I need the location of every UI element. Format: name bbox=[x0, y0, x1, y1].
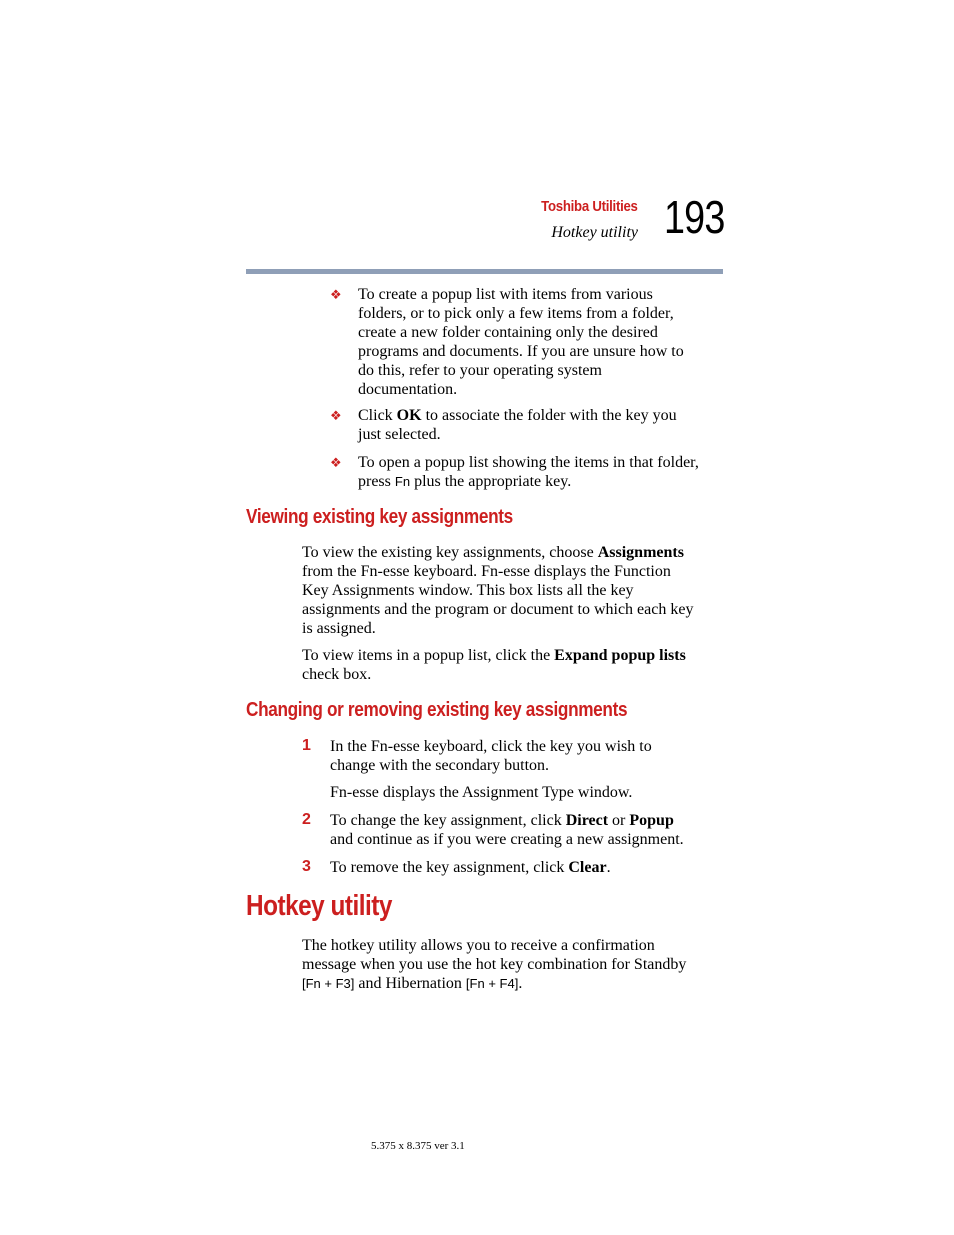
running-header-section: Toshiba Utilities bbox=[541, 198, 638, 215]
bullet-item-2: Click OK to associate the folder with the key you just selected. bbox=[358, 407, 677, 443]
step-1: In the Fn-esse keyboard, click the key you wish to change with the secondary button. bbox=[330, 738, 652, 774]
paragraph-hotkey: The hotkey utility allows you to receive a confirmation message when you use the hot key combination for Standby [Fn + F3] and Hibernation [Fn + F4]. bbox=[302, 937, 687, 992]
step-2: To change the key assignment, click Direct or Popup and continue as if you were creating a new assignment. bbox=[330, 812, 684, 848]
running-header-subsection: Hotkey utility bbox=[551, 224, 638, 241]
header-rule bbox=[246, 269, 723, 274]
step-number-3: 3 bbox=[302, 858, 311, 875]
bullet-item-1: To create a popup list with items from various folders, or to pick only a few items from a folder, create a new folder containing only the desired programs and documents. If you are unsure how to do this, refer to your operating system documentation. bbox=[358, 286, 684, 398]
heading-viewing-key-assignments: Viewing existing key assignments bbox=[246, 506, 513, 528]
bullet-symbol-2: ❖ bbox=[330, 408, 342, 423]
step-3: To remove the key assignment, click Clear. bbox=[330, 859, 611, 876]
step-number-2: 2 bbox=[302, 811, 311, 828]
heading-hotkey-utility: Hotkey utility bbox=[246, 890, 392, 922]
step-number-1: 1 bbox=[302, 737, 311, 754]
footer-version: 5.375 x 8.375 ver 3.1 bbox=[371, 1140, 465, 1152]
bullet-item-3: To open a popup list showing the items in that folder, press Fn plus the appropriate key. bbox=[358, 454, 699, 490]
paragraph-viewing-1: To view the existing key assignments, choose Assignments from the Fn-esse keyboard. Fn-esse displays the Function Key Assignments window. This box lists all the key assignments and the program or document to which each key is assigned. bbox=[302, 544, 694, 637]
bullet-symbol-1: ❖ bbox=[330, 287, 342, 302]
step-1-note: Fn-esse displays the Assignment Type window. bbox=[330, 784, 633, 801]
heading-changing-key-assignments: Changing or removing existing key assignments bbox=[246, 699, 628, 721]
paragraph-viewing-2: To view items in a popup list, click the Expand popup lists check box. bbox=[302, 647, 686, 683]
bullet-symbol-3: ❖ bbox=[330, 455, 342, 470]
page-number: 193 bbox=[664, 191, 725, 243]
